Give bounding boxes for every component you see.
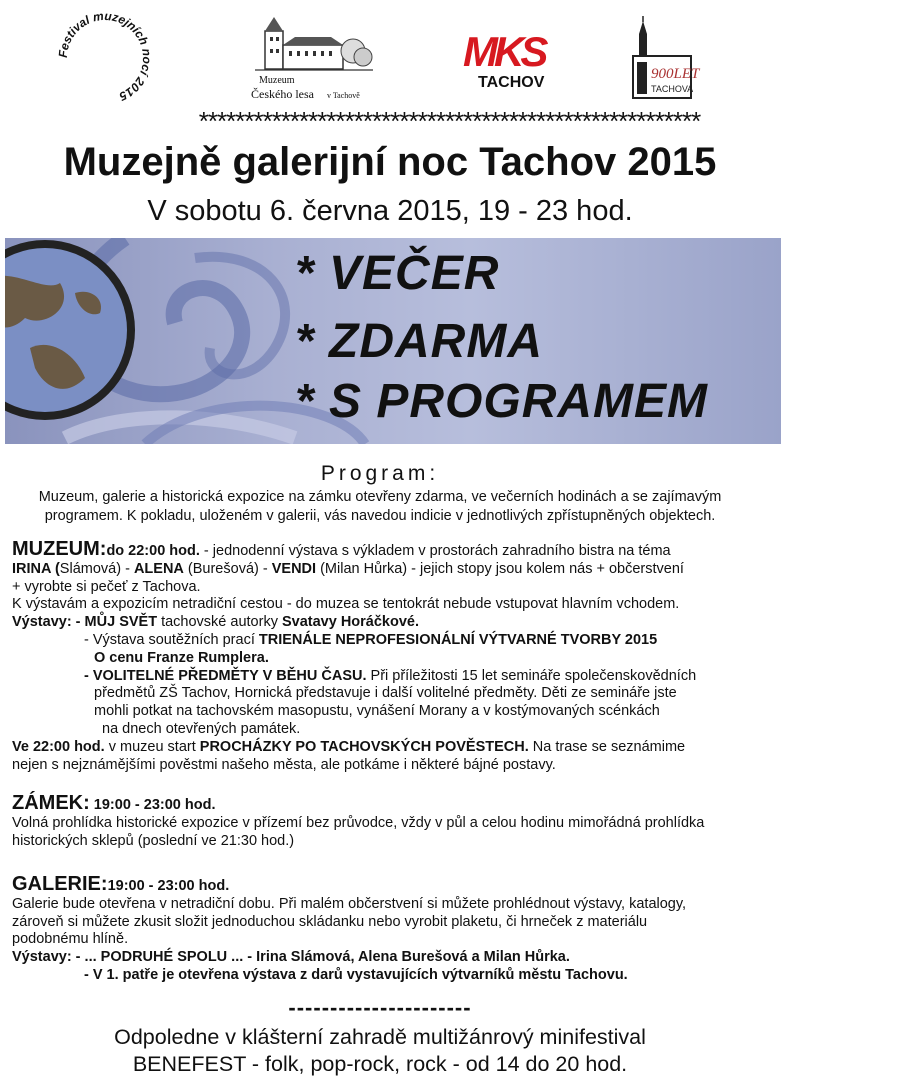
program-intro: [0, 488, 760, 526]
section-galerie: [12, 873, 892, 985]
vystava-predmety-line2: předmětů ZŠ Tachov, Hornická představuje i další volitelné předměty. Děti ze semináře jste: [94, 685, 677, 702]
galerie-time: 19:00 - 23:00 hod.: [107, 878, 230, 894]
prochazka-rest: Na trase se seznámime: [528, 738, 686, 755]
vystava-trienale-line2: O cenu Franze Rumplera.: [94, 649, 269, 666]
muzeum-line1: - jednodenní výstava s výkladem v prostorách zahradního bistra na téma: [199, 543, 671, 559]
vystava-predmety-line3: mohli potkat na tachovském masopustu, vynášení Morany a v kostýmovaných scénkách: [94, 703, 660, 720]
program-heading: Program:: [320, 462, 440, 485]
zamek-line2: historických sklepů (poslední ve 21:30 hod.): [12, 832, 295, 849]
zamek-line1: Volná prohlídka historické expozice v přízemí bez průvodce, vždy v půl a celou hodinu mimořádná prohlídka: [12, 814, 705, 831]
festival-logo-text: Festival muzejních nocí 2015: [55, 8, 155, 104]
section-zamek: [12, 792, 892, 850]
footer-divider: ----------------------: [288, 995, 472, 1020]
vystava-predmety-line4: na dnech otevřených památek.: [102, 720, 301, 737]
zamek-heading: ZÁMEK:: [12, 792, 90, 814]
muzeum-line4: K výstavám a expozicím netradiční cestou - do muzea se tentokrát nebude vstupovat hlavním vchodem.: [12, 596, 680, 613]
mks-logo-city-label: TACHOV: [478, 74, 545, 91]
galerie-heading: GALERIE:: [12, 873, 108, 895]
footer-line-1: Odpoledne v klášterní zahradě multižánrový minifestival: [114, 1025, 646, 1049]
mks-logo-text: MKS: [463, 28, 545, 75]
logo-bar: [0, 8, 899, 108]
prochazka-line2: nejen s nejznámějšími pověstmi našeho města, ale potkáme i některé bájné postavy.: [12, 756, 556, 773]
intro-line-2: programem. K pokladu, uloženém v galerii, vás navedou indicie v jednotlivých zpřístupněných objektech.: [44, 508, 716, 524]
galerie-line3: podobnému hlíně.: [12, 931, 129, 948]
vystava-muj-svet-author: Svatavy Horáčkové.: [281, 614, 420, 631]
intro-line-1: Muzeum, galerie a historická expozice na zámku otevřeny zdarma, ve večerních hodinách a se zajímavým: [38, 489, 722, 505]
prochazka-title: PROCHÁZKY PO TACHOVSKÝCH POVĚSTECH.: [199, 738, 529, 755]
galerie-line2: zároveň si můžete zkusit složit jednoduchou skládanku nebo vyrobit plaketu, či hrneček z materiálu: [12, 913, 648, 930]
vystava-trienale-title: TRIENÁLE NEPROFESIONÁLNÍ VÝTVARNÉ TVORBY 2015: [258, 631, 658, 648]
page-title: Muzejně galerijní noc Tachov 2015: [63, 140, 717, 184]
irina-close: ) -: [116, 560, 134, 577]
galerie-vystava-2: - V 1. patře je otevřena výstava z darů vystavujících výtvarníků městu Tachovu.: [84, 966, 628, 983]
vystava-muj-svet: MŮJ SVĚT: [84, 614, 158, 631]
banner: [5, 238, 781, 444]
svg-text:Festival muzejních nocí 2015: [56, 9, 154, 104]
galerie-vystavy-label: Výstavy: -: [12, 949, 85, 966]
prochazka-time: Ve 22:00 hod.: [12, 738, 105, 755]
footer-line-2: BENEFEST - folk, pop-rock, rock - od 14 do 20 hod.: [132, 1052, 628, 1076]
festival-logo: [55, 8, 155, 108]
page-subtitle: V sobotu 6. června 2015, 19 - 23 hod.: [147, 195, 633, 227]
vystava-predmety-title: - VOLITELNÉ PŘEDMĚTY V BĚHU ČASU.: [84, 667, 367, 684]
banner-line-3: * S PROGRAMEM: [295, 375, 709, 428]
muzeum-time: do 22:00 hod.: [106, 543, 200, 559]
museum-logo-line3: v Tachově: [327, 91, 360, 100]
vystava-muj-svet-mid: tachovské autorky: [157, 614, 282, 631]
alena-name: (Burešová) -: [183, 560, 272, 577]
alena-label: ALENA: [133, 560, 184, 577]
banner-line-2: * ZDARMA: [295, 315, 543, 368]
muzeum-line3: + vyrobte si pečeť z Tachova.: [12, 578, 201, 595]
banner-line-1: * VEČER: [295, 247, 500, 300]
section-muzeum: [12, 538, 892, 774]
moon-icon: [82, 30, 110, 86]
museum-logo: [245, 13, 380, 105]
muzeum-vystavy-label: Výstavy: -: [12, 614, 85, 631]
zamek-time: 19:00 - 23:00 hod.: [89, 797, 216, 813]
footer: [0, 1024, 760, 1078]
galerie-vystava-1: ... PODRUHÉ SPOLU ... - Irina Slámová, Alena Burešová a Milan Hůrka.: [84, 949, 570, 966]
galerie-line1: Galerie bude otevřena v netradiční dobu. Při malém občerstvení si můžete prohlédnout výstavy, katalogy,: [12, 895, 687, 912]
star-divider: *******************************************************: [198, 106, 701, 136]
anniversary-logo-top: 900LET: [651, 66, 700, 82]
vendi-label: VENDI: [271, 560, 317, 577]
prochazka-mid: v muzeu start: [104, 738, 200, 755]
vendi-rest: (Milan Hůrka) - jejich stopy jsou kolem nás + občerstvení: [316, 560, 684, 577]
museum-logo-line1: Muzeum: [259, 75, 295, 86]
museum-logo-line2: Českého lesa: [251, 87, 314, 101]
muzeum-heading: MUZEUM:: [12, 538, 107, 560]
vystava-trienale-pre: - Výstava soutěžních prací: [84, 631, 259, 648]
anniversary-logo: [625, 16, 705, 104]
irina-label: IRINA (: [12, 560, 60, 577]
irina-name: Slámová: [59, 560, 117, 577]
vystava-predmety-rest: Při příležitosti 15 let semináře společenskovědních: [366, 667, 697, 684]
anniversary-logo-bottom: TACHOVA: [651, 84, 694, 94]
